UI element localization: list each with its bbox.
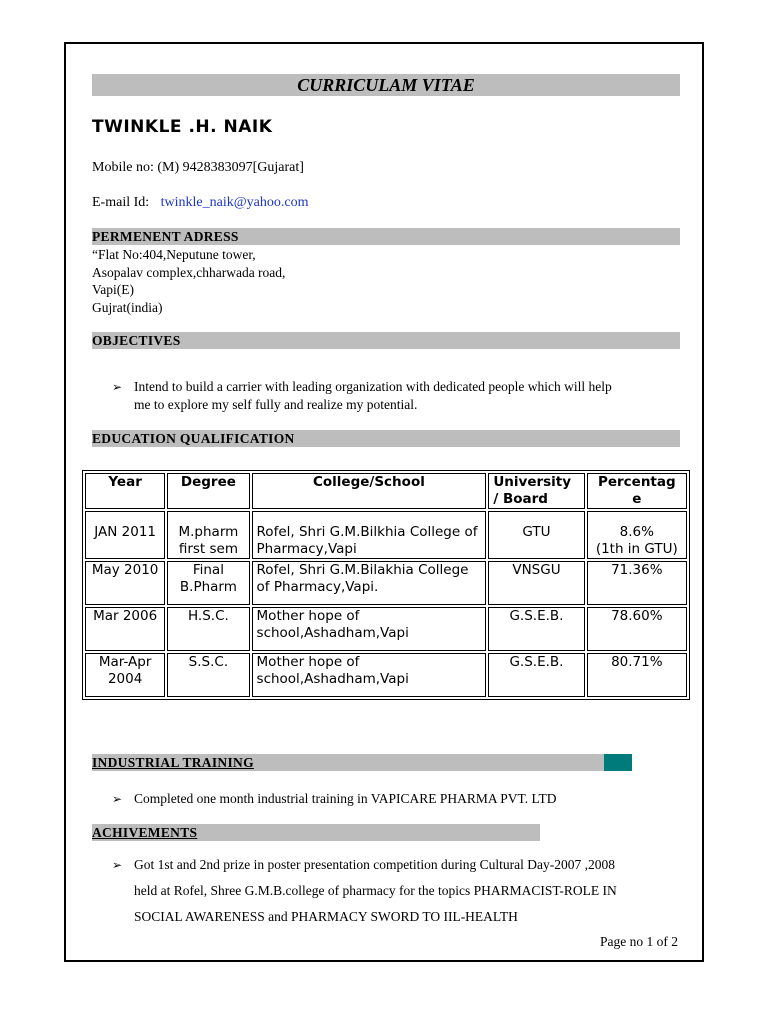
achievement-line: SOCIAL AWARENESS and PHARMACY SWORD TO IIL-HEALTH bbox=[134, 909, 518, 924]
cell-college: Rofel, Shri G.M.Bilkhia College of Pharmacy,Vapi bbox=[252, 511, 487, 559]
address-block bbox=[92, 246, 285, 316]
email-line bbox=[92, 194, 308, 212]
cell-college: Mother hope of school,Ashadham,Vapi bbox=[252, 653, 487, 697]
cell-year: Mar-Apr 2004 bbox=[85, 653, 165, 697]
percentage-value: 8.6% bbox=[619, 524, 654, 540]
cell-board: VNSGU bbox=[488, 561, 584, 605]
address-line: “Flat No:404,Neputune tower, bbox=[92, 247, 256, 262]
cell-year: Mar 2006 bbox=[85, 607, 165, 651]
arrow-bullet-icon: ➢ bbox=[112, 858, 123, 872]
table-row bbox=[85, 561, 687, 605]
column-header-year: Year bbox=[85, 473, 165, 509]
achievements-heading-bar bbox=[92, 824, 540, 841]
arrow-bullet-icon: ➢ bbox=[112, 380, 123, 394]
cell-year: May 2010 bbox=[85, 561, 165, 605]
table-row bbox=[85, 511, 687, 559]
table-row bbox=[85, 607, 687, 651]
cell-board: GTU bbox=[488, 511, 584, 559]
teal-accent-block bbox=[604, 754, 632, 771]
rank-note: (1th in GTU) bbox=[595, 541, 678, 557]
achievements-heading: ACHIVEMENTS bbox=[92, 825, 198, 840]
training-item bbox=[112, 790, 682, 808]
education-heading-bar bbox=[92, 430, 680, 447]
objectives-heading-bar bbox=[92, 332, 680, 349]
column-header-degree: Degree bbox=[167, 473, 249, 509]
cell-board: G.S.E.B. bbox=[488, 653, 584, 697]
cell-year: JAN 2011 bbox=[85, 511, 165, 559]
address-line: Asopalav complex,chharwada road, bbox=[92, 264, 286, 280]
document-title: CURRICULAM VITAE bbox=[92, 74, 680, 96]
table-header-row bbox=[85, 473, 687, 509]
cell-degree: Final B.Pharm bbox=[167, 561, 249, 605]
column-header-college: College/School bbox=[252, 473, 487, 509]
column-header-percentage: Percentag e bbox=[587, 473, 687, 509]
achievement-line: Got 1st and 2nd prize in poster presentation competition during Cultural Day-2007 ,2008 bbox=[134, 857, 616, 872]
cell-degree: M.pharm first sem bbox=[167, 511, 249, 559]
email-label: E-mail Id: bbox=[92, 195, 150, 210]
arrow-bullet-icon: ➢ bbox=[112, 792, 123, 806]
objectives-heading: OBJECTIVES bbox=[92, 333, 181, 348]
column-header-board: University / Board bbox=[488, 473, 584, 509]
objective-text-line: Intend to build a carrier with leading organization with dedicated people which will help bbox=[134, 379, 612, 394]
page-number: Page no 1 of 2 bbox=[600, 934, 678, 949]
table-row bbox=[85, 653, 687, 697]
training-heading: INDUSTRIAL TRAINING bbox=[92, 755, 254, 770]
cell-percentage: 80.71% bbox=[587, 653, 687, 697]
address-line: Vapi(E) bbox=[92, 282, 134, 297]
cell-degree: H.S.C. bbox=[167, 607, 249, 651]
candidate-name: TWINKLE .H. NAIK bbox=[92, 117, 273, 137]
cell-percentage: 78.60% bbox=[587, 607, 687, 651]
cell-board: G.S.E.B. bbox=[488, 607, 584, 651]
address-heading: PERMENENT ADRESS bbox=[92, 229, 239, 244]
cv-page bbox=[64, 42, 704, 962]
cell-degree: S.S.C. bbox=[167, 653, 249, 697]
education-table bbox=[82, 470, 690, 700]
mobile-number: Mobile no: (M) 9428383097[Gujarat] bbox=[92, 160, 304, 175]
achievement-item bbox=[112, 852, 687, 930]
address-line: Gujrat(india) bbox=[92, 299, 163, 315]
objective-item bbox=[112, 378, 682, 414]
cell-percentage: 71.36% bbox=[587, 561, 687, 605]
training-text: Completed one month industrial training in VAPICARE PHARMA PVT. LTD bbox=[134, 791, 557, 806]
cell-college: Rofel, Shri G.M.Bilakhia College of Pharmacy,Vapi. bbox=[252, 561, 487, 605]
address-heading-bar bbox=[92, 228, 680, 245]
cell-percentage bbox=[587, 511, 687, 559]
training-heading-bar bbox=[92, 754, 604, 771]
education-heading: EDUCATION QUALIFICATION bbox=[92, 431, 295, 446]
achievement-line: held at Rofel, Shree G.M.B.college of pharmacy for the topics PHARMACIST-ROLE IN bbox=[134, 883, 617, 898]
email-link[interactable]: twinkle_naik@yahoo.com bbox=[160, 195, 309, 210]
cell-college: Mother hope of school,Ashadham,Vapi bbox=[252, 607, 487, 651]
objective-text-line: me to explore my self fully and realize my potential. bbox=[134, 397, 418, 412]
